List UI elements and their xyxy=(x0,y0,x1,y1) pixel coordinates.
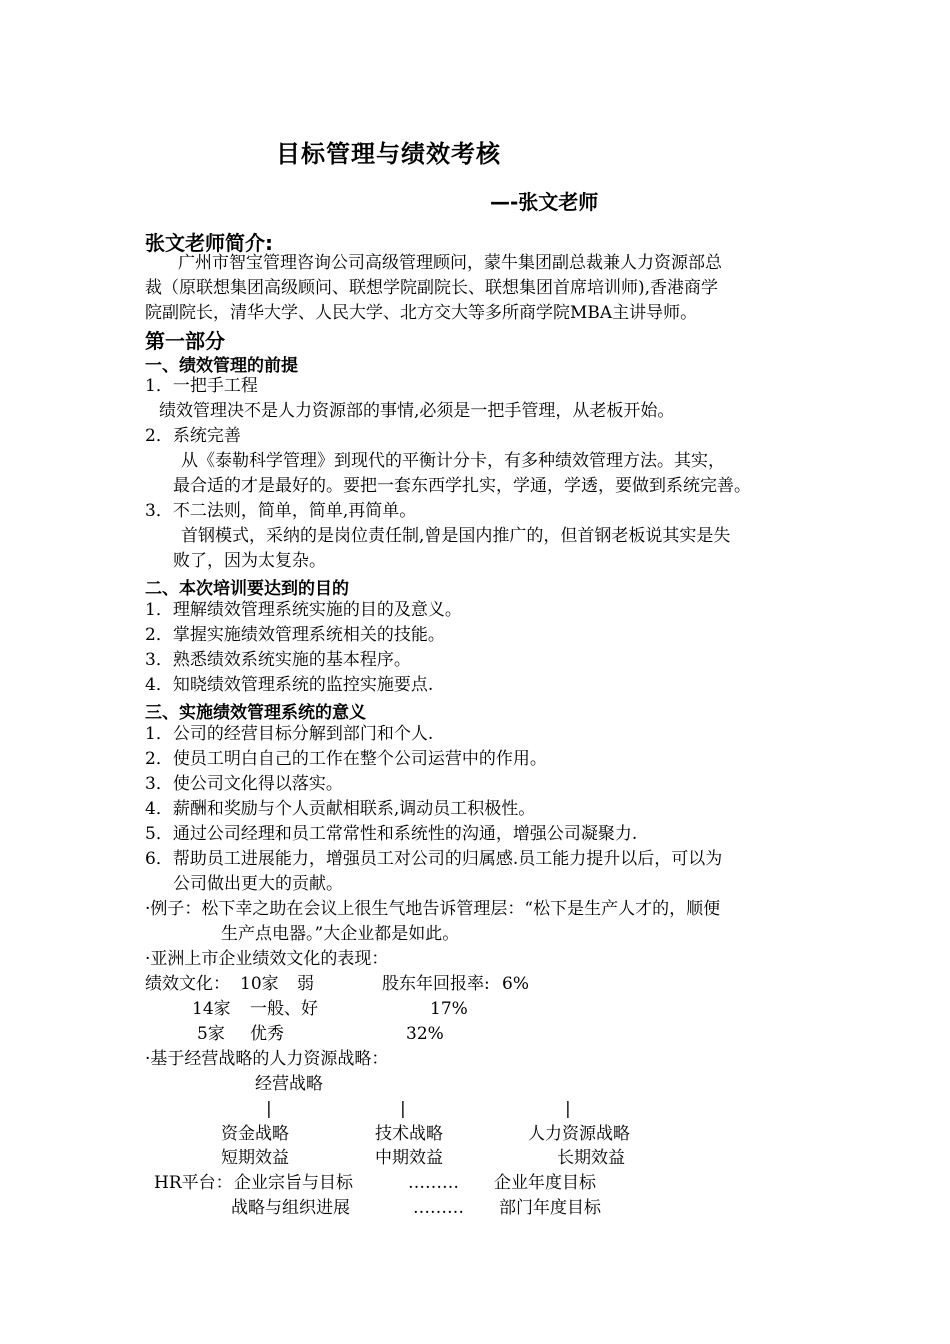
stats-roe: 6% xyxy=(502,974,529,994)
connector-bar: | xyxy=(266,1099,272,1119)
list-item: 1．一把手工程 xyxy=(145,376,258,396)
stats-count: 5家 xyxy=(197,1024,225,1044)
hr-strategy-node: 资金战略 xyxy=(221,1124,289,1144)
hr-platform-label: HR平台： xyxy=(154,1173,233,1193)
list-item: 2．使员工明白自己的工作在整个公司运营中的作用。 xyxy=(145,749,547,769)
author-subtitle: —-张文老师 xyxy=(490,190,599,214)
example-text: ·例子：松下幸之助在会议上很生气地告诉管理层：“松下是生产人才的，顺便 xyxy=(145,899,721,919)
hr-benefit: 短期效益 xyxy=(221,1148,289,1168)
list-item: 4．知晓绩效管理系统的监控实施要点. xyxy=(145,675,434,695)
stats-heading: ·亚洲上市企业绩效文化的表现： xyxy=(145,949,389,969)
stats-roe-label: 股东年回报率: xyxy=(382,974,490,994)
intro-line: 广州市智宝管理咨询公司高级管理顾问，蒙牛集团副总裁兼人力资源部总 xyxy=(178,253,722,273)
hr-platform-item: 部门年度目标 xyxy=(499,1198,601,1218)
intro-heading: 张文老师简介: xyxy=(145,231,273,255)
hr-strategy-node: 人力资源战略 xyxy=(528,1124,630,1144)
intro-line: 院副院长，清华大学、人民大学、北方交大等多所商学院MBA主讲导师。 xyxy=(145,303,698,323)
stats-count: 10家 xyxy=(240,974,279,994)
connector-bar: | xyxy=(400,1099,406,1119)
item-description: 首钢模式，采纳的是岗位责任制,曾是国内推广的，但首钢老板说其实是失 xyxy=(181,526,731,546)
item-description: 最合适的才是最好的。要把一套东西学扎实，学通，学透，要做到系统完善。 xyxy=(173,476,751,496)
hr-benefit: 中期效益 xyxy=(375,1148,443,1168)
hr-platform-item: 战略与组织进展 xyxy=(231,1198,350,1218)
stats-level: 优秀 xyxy=(250,1024,284,1044)
list-item: 1．理解绩效管理系统实施的目的及意义。 xyxy=(145,600,462,620)
list-item-continuation: 公司做出更大的贡献。 xyxy=(173,874,343,894)
hr-platform-item: 企业宗旨与目标 xyxy=(234,1173,353,1193)
hr-root-node: 经营战略 xyxy=(255,1074,323,1094)
section-heading: 二、本次培训要达到的目的 xyxy=(145,579,349,599)
list-item: 4．薪酬和奖励与个人贡献相联系,调动员工积极性。 xyxy=(145,799,536,819)
item-description: 败了，因为太复杂。 xyxy=(173,551,326,571)
stats-level: 弱 xyxy=(297,974,314,994)
connector-bar: | xyxy=(565,1099,571,1119)
hr-platform-item: 企业年度目标 xyxy=(494,1173,596,1193)
hr-strategy-node: 技术战略 xyxy=(375,1124,443,1144)
list-item: 1．公司的经营目标分解到部门和个人. xyxy=(145,724,434,744)
dots-separator: ……… xyxy=(413,1198,464,1218)
hr-heading: ·基于经营战略的人力资源战略： xyxy=(145,1049,389,1069)
list-item: 6．帮助员工进展能力，增强员工对公司的归属感.员工能力提升以后，可以为 xyxy=(145,849,723,869)
page-title: 目标管理与绩效考核 xyxy=(276,139,501,168)
item-description: 从《泰勒科学管理》到现代的平衡计分卡，有多种绩效管理方法。其实， xyxy=(181,451,725,471)
intro-line: 裁（原联想集团高级顾问、联想学院副院长、联想集团首席培训师),香港商学 xyxy=(145,278,719,298)
stats-label: 绩效文化： xyxy=(145,974,230,994)
list-item: 3．不二法则，简单，简单,再简单。 xyxy=(145,501,417,521)
hr-benefit: 长期效益 xyxy=(557,1148,625,1168)
section-heading: 一、绩效管理的前提 xyxy=(145,356,298,376)
list-item: 5．通过公司经理和员工常常性和系统性的沟通，增强公司凝聚力. xyxy=(145,824,638,844)
example-text: 生产点电器。”大企业都是如此。 xyxy=(221,924,460,944)
item-description: 绩效管理决不是人力资源部的事情,必须是一把手管理，从老板开始。 xyxy=(159,401,675,421)
stats-roe: 17% xyxy=(430,999,468,1019)
stats-roe: 32% xyxy=(406,1024,444,1044)
list-item: 2．系统完善 xyxy=(145,426,241,446)
stats-level: 一般、好 xyxy=(250,999,318,1019)
section-heading: 三、实施绩效管理系统的意义 xyxy=(145,703,366,723)
stats-count: 14家 xyxy=(192,999,231,1019)
dots-separator: ……… xyxy=(408,1173,459,1193)
part-heading: 第一部分 xyxy=(145,329,225,353)
list-item: 3．熟悉绩效系统实施的基本程序。 xyxy=(145,650,411,670)
list-item: 2．掌握实施绩效管理系统相关的技能。 xyxy=(145,625,445,645)
list-item: 3．使公司文化得以落实。 xyxy=(145,774,343,794)
